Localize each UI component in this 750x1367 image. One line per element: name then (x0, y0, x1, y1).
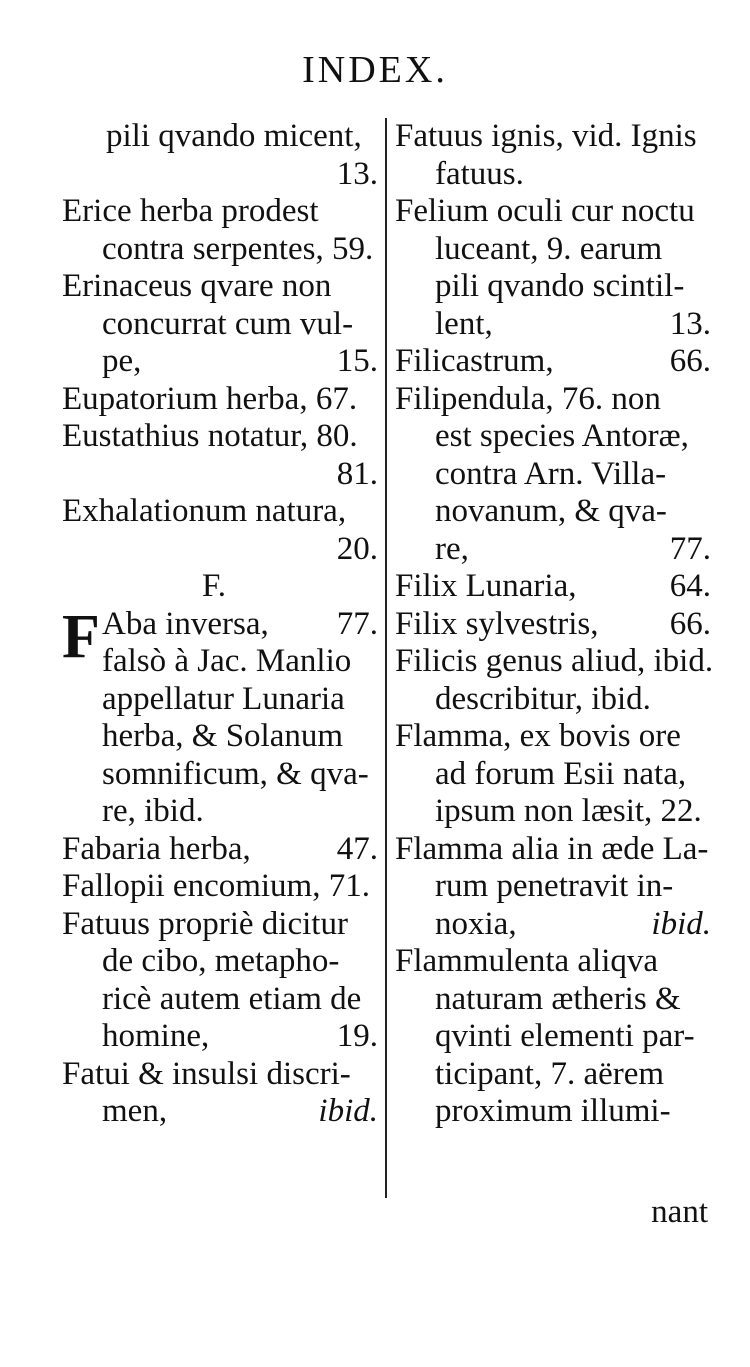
entry-text: noxia, (435, 905, 517, 942)
column-divider (385, 118, 387, 1198)
index-entry-line (395, 418, 711, 456)
index-entry-line (62, 681, 378, 719)
page-title: INDEX. (302, 49, 448, 91)
entry-text: re, ibid. (102, 793, 204, 829)
entry-text: ipsum non læsit, 22. (435, 793, 702, 829)
entry-text: contra serpentes, 59. (102, 230, 374, 267)
index-entry-line (62, 156, 378, 194)
entry-text: herba, & Solanum (102, 718, 344, 754)
index-entry-line (62, 418, 378, 456)
entry-text: est species Antoræ, (435, 418, 689, 454)
index-entry-line (395, 193, 711, 231)
entry-text: Eupatorium herba, 67. (62, 380, 358, 417)
entry-text: F. (202, 568, 226, 604)
index-entry-line (62, 306, 378, 344)
index-entry-line (395, 756, 711, 794)
index-entry-line (62, 193, 378, 231)
entry-text: qvinti elementi par- (435, 1018, 695, 1054)
index-entry-line (395, 531, 711, 569)
index-entry-line (395, 718, 711, 756)
index-entry-line (62, 943, 378, 981)
entry-text: Felium oculi cur noctu (395, 193, 695, 229)
index-entry-line (395, 118, 711, 156)
index-entry-line (395, 381, 711, 419)
entry-text: luceant, 9. earum (435, 230, 663, 267)
entry-text: Filix Lunaria, (395, 568, 577, 604)
index-entry-line (395, 868, 711, 906)
entry-text: lent, (435, 305, 493, 342)
index-entry-line (62, 981, 378, 1019)
entry-text: Fatuus ignis, vid. Ignis (395, 118, 697, 154)
page-reference: ibid. (318, 1093, 378, 1129)
page-reference: 47. (336, 830, 378, 867)
index-entry-line (395, 1056, 711, 1094)
entry-text: somnificum, & qva- (102, 755, 369, 792)
index-entry-line (62, 831, 378, 869)
index-entry-line (395, 268, 711, 306)
drop-cap: F (62, 602, 100, 671)
entry-text: Fabaria herba, (62, 830, 251, 867)
entry-text: re, (435, 530, 469, 567)
page-reference: 66. (669, 343, 711, 379)
index-entry-line (395, 943, 711, 981)
page-reference: 66. (669, 605, 711, 642)
entry-text: Fatui & insulsi discri- (62, 1055, 351, 1092)
index-entry-line (395, 606, 711, 644)
page-reference: 13. (669, 305, 711, 342)
entry-text: Aba inversa, (102, 605, 269, 642)
index-entry-line (395, 156, 711, 194)
index-entry-line (395, 456, 711, 494)
index-entry-line (395, 1018, 711, 1056)
entry-text: contra Arn. Villa- (435, 455, 667, 492)
entry-text: Filipendula, 76. non (395, 380, 661, 417)
index-entry-line (395, 981, 711, 1019)
index-entry-line (62, 268, 378, 306)
index-entry-line (62, 1056, 378, 1094)
index-entry-line (395, 1093, 711, 1131)
index-column-left (62, 118, 378, 1131)
index-entry-line (395, 906, 711, 944)
entry-text: Filix sylvestris, (395, 605, 599, 642)
entry-text: describitur, ibid. (435, 680, 651, 717)
entry-text: Erice herba prodest (62, 193, 319, 229)
index-entry-line (62, 381, 378, 419)
index-entry-line (395, 643, 714, 681)
entry-text: falsò à Jac. Manlio (102, 643, 352, 679)
index-entry-line (395, 793, 711, 831)
index-entry-line (62, 568, 378, 606)
index-entry-line (62, 1093, 378, 1131)
page-reference: 19. (336, 1018, 378, 1054)
entry-text: pili qvando scintil- (435, 268, 685, 304)
page-reference: 20. (336, 530, 378, 567)
entry-text: ticipant, 7. aërem (435, 1055, 665, 1092)
entry-text: ad forum Esii nata, (435, 755, 687, 792)
entry-text: Eustathius notatur, 80. (62, 418, 358, 454)
entry-text: Flamma alia in æde La- (395, 830, 709, 867)
index-entry-line (62, 531, 378, 569)
entry-text: appellatur Lunaria (102, 680, 345, 717)
index-entry-line (395, 306, 711, 344)
index-entry-line (62, 343, 378, 381)
index-entry-line (62, 793, 378, 831)
index-entry-line (395, 343, 711, 381)
entry-text: Flamma, ex bovis ore (395, 718, 681, 754)
entry-text: ricè autem etiam de (102, 980, 362, 1017)
index-entry-line (62, 1018, 378, 1056)
entry-text: Flammulenta aliqva (395, 943, 659, 979)
index-entry-line (395, 831, 711, 869)
page-reference: ibid. (651, 905, 711, 942)
index-entry-line (62, 118, 378, 156)
page-reference: 13. (336, 155, 378, 192)
entry-text: naturam ætheris & (435, 980, 681, 1017)
index-entry-line (395, 493, 711, 531)
entry-text: Exhalationum natura, (62, 493, 347, 529)
index-entry-line (395, 568, 711, 606)
index-entry-line (62, 643, 378, 681)
entry-text: Erinaceus qvare non (62, 268, 332, 304)
index-entry-line (395, 231, 711, 269)
page-reference: 15. (336, 343, 378, 379)
entry-text: rum penetravit in- (435, 868, 674, 904)
index-entry-line (62, 868, 378, 906)
index-entry-line (62, 231, 378, 269)
page-reference: 81. (336, 455, 378, 492)
entry-text: men, (102, 1093, 168, 1129)
page-reference: 77. (336, 605, 378, 642)
entry-text: de cibo, metapho- (102, 943, 340, 979)
entry-text: fatuus. (435, 155, 524, 192)
entry-text: homine, (102, 1018, 210, 1054)
entry-text: proximum illumi- (435, 1093, 671, 1129)
entry-text: Fallopii encomium, 71. (62, 868, 370, 904)
entry-text: pili qvando micent, (106, 118, 362, 154)
index-entry-line (62, 493, 378, 531)
catchword: nant (651, 1194, 708, 1230)
entry-text: concurrat cum vul- (102, 305, 354, 342)
index-entry-line (62, 756, 378, 794)
entry-text: pe, (102, 343, 142, 379)
entry-text: Filicastrum, (395, 343, 554, 379)
index-entry-line (62, 718, 378, 756)
index-entry-line (62, 906, 378, 944)
page-reference: 64. (669, 568, 711, 604)
entry-text: novanum, & qva- (435, 493, 667, 529)
entry-text: Fatuus propriè dicitur (62, 905, 348, 942)
page-reference: 77. (669, 530, 711, 567)
index-column-right (395, 118, 714, 1131)
entry-text: Filicis genus aliud, ibid. (395, 643, 714, 679)
index-entry-line (395, 681, 711, 719)
index-entry-line (62, 456, 378, 494)
